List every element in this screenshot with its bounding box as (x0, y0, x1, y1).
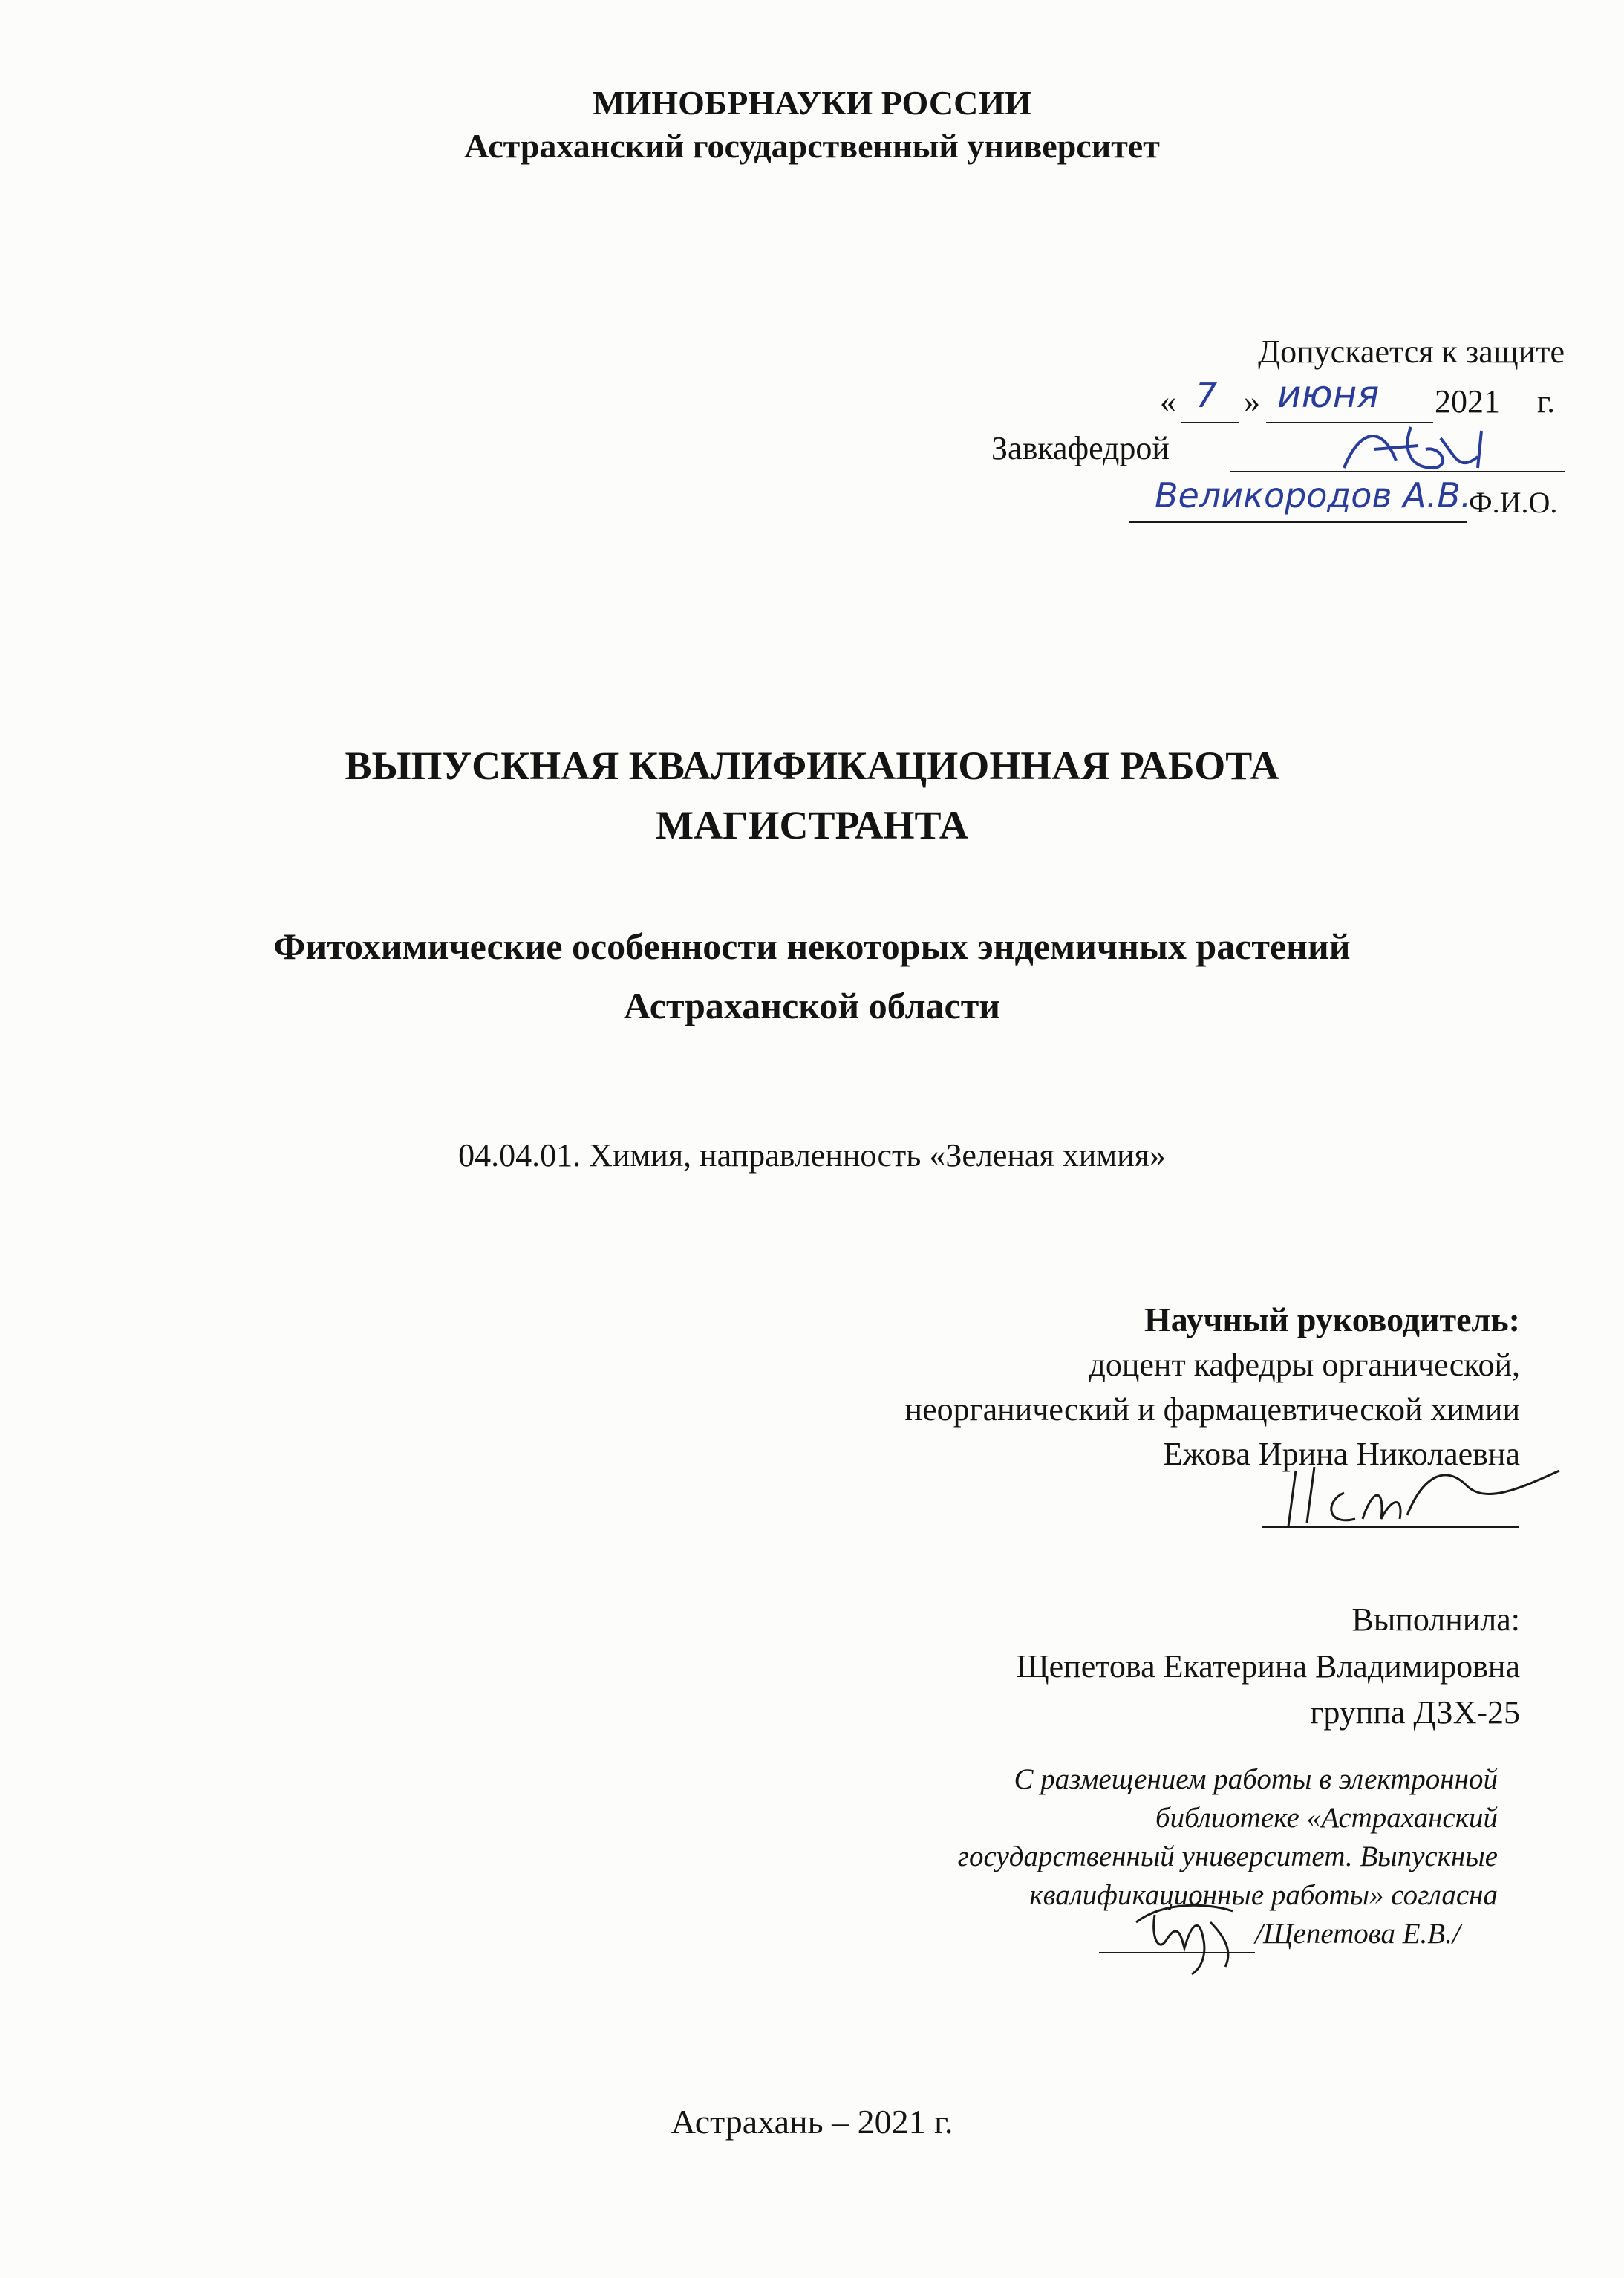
date-year: 2021 (1435, 383, 1500, 420)
consent-line-3: государственный университет. Выпускные (957, 1841, 1498, 1872)
supervisor-position-line-2: неорганический и фармацевтической химии (904, 1391, 1520, 1428)
consent-signature (1121, 1893, 1255, 1982)
work-type-subtitle: МАГИСТРАНТА (656, 803, 968, 847)
supervisor-position-line-1: доцент кафедры органической, (1089, 1347, 1520, 1383)
head-signature (1329, 416, 1515, 483)
ministry-heading: МИНОБРНАУКИ РОССИИ (593, 84, 1031, 122)
city-and-year: Астрахань – 2021 г. (671, 2103, 953, 2141)
work-type-title: ВЫПУСКНАЯ КВАЛИФИКАЦИОННАЯ РАБОТА (345, 743, 1279, 788)
date-month-handwritten: июня (1277, 373, 1380, 416)
consent-line-4: квалификационные работы» согласна (1029, 1879, 1498, 1911)
supervisor-name: Ежова Ирина Николаевна (1162, 1436, 1520, 1472)
admitted-to-defense: Допускается к защите (1258, 333, 1565, 370)
thesis-topic-line-2: Астраханской области (623, 985, 1001, 1026)
consent-signature-name: /Щепетова Е.В./ (1255, 1918, 1461, 1950)
date-year-suffix: г. (1537, 383, 1556, 420)
study-program: 04.04.01. Химия, направленность «Зеленая химия» (458, 1137, 1166, 1174)
consent-line-2: библиотеке «Астраханский (1155, 1802, 1498, 1834)
supervisor-signature (1274, 1456, 1571, 1537)
fio-label: Ф.И.О. (1469, 486, 1558, 519)
author-group: группа ДЗХ-25 (1310, 1694, 1520, 1731)
head-name-underline (1129, 521, 1467, 523)
thesis-topic-line-1: Фитохимические особенности некоторых эндемичных растений (273, 925, 1351, 967)
date-open-quote: « (1160, 383, 1176, 420)
date-day-handwritten: 7 (1196, 375, 1218, 415)
head-name-handwritten: Великородов А.В. (1155, 475, 1472, 515)
consent-line-1: С размещением работы в электронной (1014, 1763, 1498, 1795)
author-name: Щепетова Екатерина Владимировна (1016, 1648, 1520, 1685)
university-name: Астраханский государственный университет (464, 127, 1160, 165)
supervisor-heading: Научный руководитель: (1144, 1301, 1520, 1338)
date-day-underline (1181, 422, 1239, 423)
date-close-quote: » (1244, 383, 1260, 420)
head-of-department-label: Завкафедрой (991, 430, 1170, 466)
author-heading: Выполнила: (1351, 1601, 1520, 1638)
